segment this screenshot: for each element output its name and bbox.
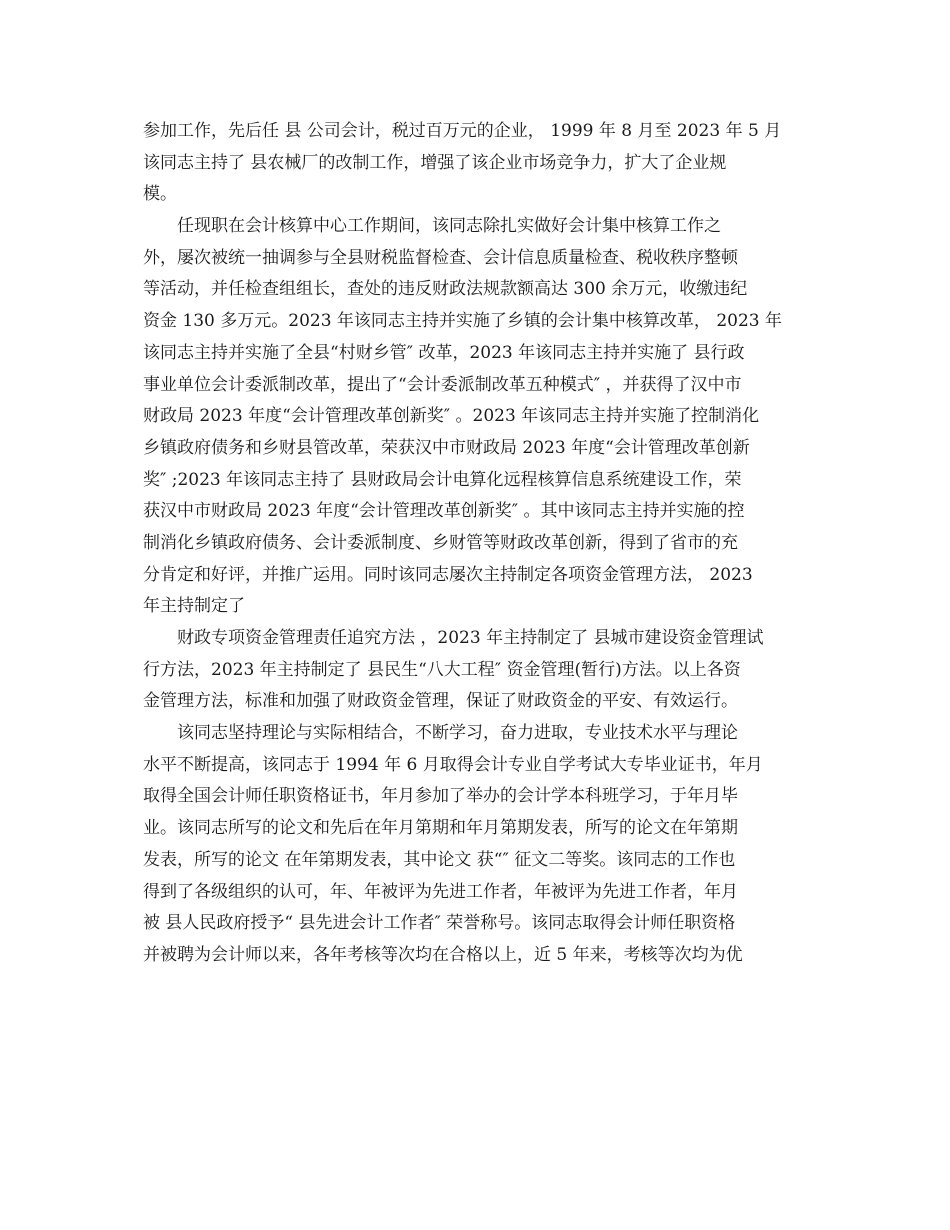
text-line: 财政局 2023 年度“会计管理改革创新奖″ 。2023 年该同志主持并实施了控制消化	[143, 406, 760, 427]
text-line: 财政专项资金管理责任追究方法 ，2023 年主持制定了 县城市建设资金管理试	[177, 628, 764, 648]
text-line: 金管理方法，标准和加强了财政资金管理，保证了财政资金的平安、有效运行。	[143, 691, 738, 712]
text-line: 年主持制定了	[143, 596, 245, 617]
text-line: 业。该同志所写的论文和先后在年月第期和年月第期发表，所写的论文在年第期	[143, 818, 738, 839]
text-line: 发表，所写的论文 在年第期发表，其中论文 获“″ 征文二等奖。该同志的工作也	[143, 849, 736, 870]
text-line: 奖″ ;2023 年该同志主持了 县财政局会计电算化远程核算信息系统建设工作，荣	[143, 469, 742, 490]
text-line: 得到了各级组织的认可，年、年被评为先进工作者，年被评为先进工作者，年月	[143, 881, 738, 902]
text-line: 模。	[143, 184, 177, 205]
text-line: 任现职在会计核算中心工作期间，该同志除扎实做好会计集中核算工作之	[177, 216, 721, 237]
text-line: 被 县人民政府授予“ 县先进会计工作者″ 荣誉称号。该同志取得会计师任职资格	[143, 913, 736, 934]
text-line: 分肯定和好评，并推广运用。同时该同志屡次主持制定各项资金管理方法， 2023	[143, 564, 753, 585]
text-line: 并被聘为会计师以来，各年考核等次均在合格以上，近 5 年来，考核等次均为优	[143, 944, 743, 965]
document-body	[143, 116, 813, 972]
text-line: 制消化乡镇政府债务、会计委派制度、乡财管等财政改革创新，得到了省市的充	[143, 532, 738, 553]
text-line: 事业单位会计委派制改革，提出了“会计委派制改革五种模式″ ，并获得了汉中市	[143, 374, 742, 395]
text-line: 该同志主持了 县农械厂的改制工作，增强了该企业市场竞争力，扩大了企业规	[143, 152, 727, 173]
text-line: 水平不断提高，该同志于 1994 年 6 月取得会计专业自学考试大专毕业证书，年月	[143, 754, 763, 775]
text-line: 资金 130 多万元。2023 年该同志主持并实施了乡镇的会计集中核算改革， 2023 年	[143, 311, 782, 332]
text-line: 外，屡次被统一抽调参与全县财税监督检查、会计信息质量检查、税收秩序整顿	[143, 247, 738, 268]
text-line: 等活动，并任检查组组长，查处的违反财政法规款额高达 300 余万元，收缴违纪	[143, 279, 748, 300]
text-line: 该同志主持并实施了全县“村财乡管″ 改革，2023 年该同志主持并实施了 县行政	[143, 342, 745, 363]
text-line: 获汉中市财政局 2023 年度“会计管理改革创新奖″ 。其中该同志主持并实施的控	[143, 501, 745, 522]
text-line: 乡镇政府债务和乡财县管改革，荣获汉中市财政局 2023 年度“会计管理改革创新	[143, 437, 750, 458]
text-line: 参加工作，先后任 县 公司会计，税过百万元的企业， 1999 年 8 月至 2023 年 5 月	[143, 121, 782, 141]
text-line: 行方法，2023 年主持制定了 县民生“八大工程″ 资金管理(暂行)方法。以上各资	[143, 659, 741, 680]
text-line: 取得全国会计师任职资格证书，年月参加了举办的会计学本科班学习，于年月毕	[143, 786, 738, 807]
text-line: 该同志坚持理论与实际相结合，不断学习，奋力进取，专业技术水平与理论	[177, 723, 738, 744]
